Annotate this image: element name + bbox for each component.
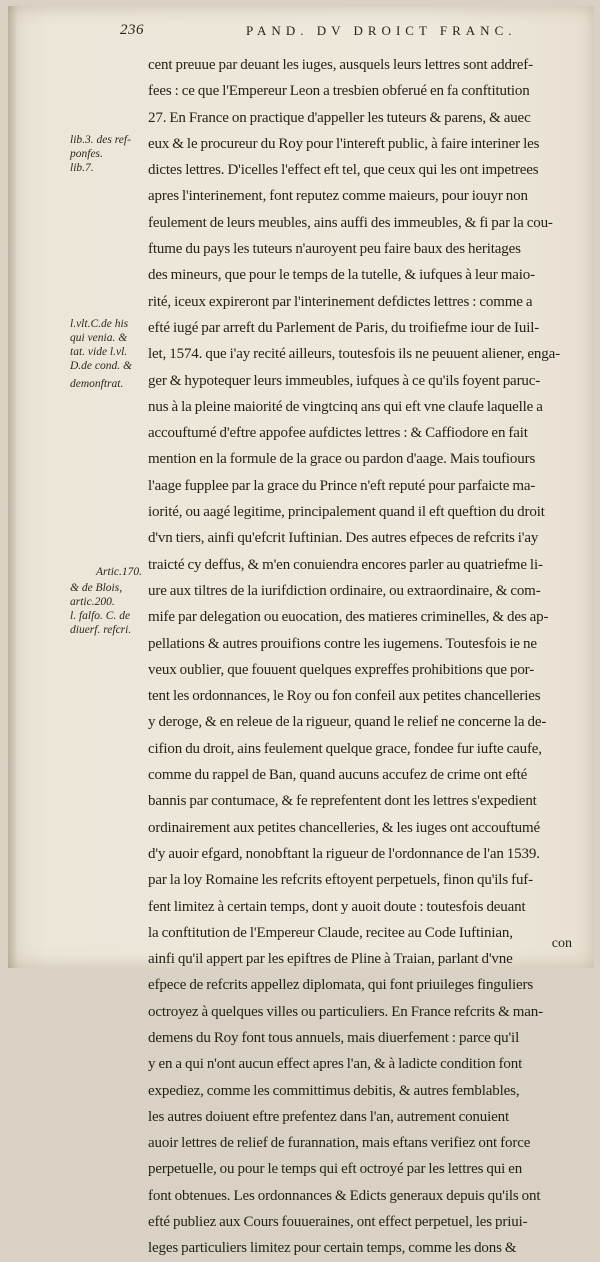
margin-note: Artic.170. <box>96 566 142 578</box>
text-line: tent les ordonnances, le Roy ou fon confeil aux petites chancelleries <box>148 688 541 705</box>
text-line: 27. En France on practique d'appeller les tuteurs & parens, & auec <box>148 109 531 126</box>
page-number: 236 <box>120 22 144 38</box>
text-line: mention en la formule de la grace ou pardon d'aage. Mais toufiours <box>148 451 536 468</box>
text-line: fent limitez à certain temps, dont y auoit doute : toutesfois deuant <box>148 898 526 915</box>
text-line: ainfi qu'il appert par les epiftres de Pline à Traian, parlant d'vne <box>148 951 513 968</box>
text-line: la conftitution de l'Empereur Claude, recitee au Code Iuftinian, <box>148 924 513 941</box>
margin-note: diuerf. refcri. <box>70 624 132 636</box>
text-line: mife par delegation ou euocation, des matieres criminelles, & des ap- <box>148 609 549 626</box>
margin-note: demonftrat. <box>70 378 124 390</box>
text-line: y en a qui n'ont aucun effect apres l'an, & à ladicte condition font <box>148 1056 523 1073</box>
text-line: efté iugé par arreft du Parlement de Paris, du troifiefme iour de Iuil- <box>148 319 540 336</box>
text-line: efté publiez aux Cours fouueraines, ont effect perpetuel, les priui- <box>148 1214 528 1231</box>
text-line: font obtenues. Les ordonnances & Edicts generaux depuis qu'ils ont <box>148 1187 541 1204</box>
text-line: let, 1574. que i'ay recité ailleurs, toutesfois ils ne peuuent aliener, enga- <box>148 346 560 363</box>
text-line: expediez, comme les committimus debitis, & autres femblables, <box>148 1082 520 1099</box>
text-line: traicté cy deffus, & m'en conuiendra encores parler au quatriefme li- <box>148 556 543 573</box>
body-text <box>148 52 586 1262</box>
text-line: octroyez à quelques villes ou particuliers. En France refcrits & man- <box>148 1003 543 1020</box>
text-line: ure aux tiltres de la iurifdiction ordinaire, ou extraordinaire, & com- <box>148 582 541 599</box>
text-line: ordinairement aux petites chancelleries, & les iuges ont accouftumé <box>148 819 541 836</box>
text-line: d'vn tiers, ainfi qu'efcrit Iuftinian. Des autres efpeces de refcrits i'ay <box>148 530 539 547</box>
text-line: eux & le procureur du Roy pour l'intereft public, à faire interiner les <box>148 135 540 152</box>
text-line: rité, iceux expireront par l'interinement defdictes lettres : comme a <box>148 293 533 310</box>
margin-note: qui venia. & <box>70 332 128 344</box>
text-line: y deroge, & en releue de la rigueur, quand le relief ne concerne la de- <box>148 714 547 731</box>
text-line: apres l'interinement, font reputez comme maieurs, pour iouyr non <box>148 188 528 205</box>
margin-note: l. falfo. C. de <box>70 610 131 622</box>
text-line: auoir lettres de relief de furannation, mais eftans verifiez ont force <box>148 1135 531 1152</box>
text-line: veux oublier, que fouuent quelques expreffes prohibitions que por- <box>148 661 535 678</box>
text-line: les autres doiuent eftre prefentez dans l'an, autrement conuient <box>148 1108 510 1125</box>
margin-note: artic.200. <box>70 596 115 608</box>
text-line: perpetuelle, ou pour le temps qui eft octroyé par les lettres qui en <box>148 1161 523 1178</box>
text-line: ftume du pays les tuteurs n'auroyent peu faire baux des heritages <box>148 241 521 258</box>
text-line: l'aage fupplee par la grace du Prince n'eft reputé pour parfaicte ma- <box>148 477 536 494</box>
text-line: comme du rappel de Ban, quand aucuns accufez de crime ont efté <box>148 767 528 784</box>
text-line: leges particuliers limitez pour certain temps, comme les dons & <box>148 1240 517 1257</box>
text-line: d'y auoir efgard, nonobftant la rigueur de l'ordonnance de l'an 1539. <box>148 845 540 862</box>
book-page <box>8 6 594 1257</box>
margin-note: l.vlt.C.de his <box>70 318 129 330</box>
margin-note: tat. vide l.vl. <box>70 346 128 358</box>
margin-note: lib.3. des ref- <box>70 134 131 146</box>
text-line: efpece de refcrits appellez diplomata, qui font priuileges finguliers <box>148 977 534 994</box>
text-line: des mineurs, que pour le temps de la tutelle, & iufques à leur maio- <box>148 267 535 284</box>
text-line: dictes lettres. D'icelles l'effect eft tel, que ceux qui les ont impetrees <box>148 162 539 179</box>
text-line: cifion du droit, ains feulement quelque grace, fondee fur iufte caufe, <box>148 740 542 757</box>
margin-note: & de Blois, <box>70 582 123 594</box>
text-line: fees : ce que l'Empereur Leon a tresbien obferué en fa conftitution <box>148 83 530 100</box>
running-title: PAND. DV DROICT FRANC. <box>246 23 517 38</box>
text-line: cent preuue par deuant les iuges, ausquels leurs lettres sont addref- <box>148 57 533 73</box>
text-line: accouftumé d'eftre appofee aufdictes lettres : & Caffiodore en fait <box>148 425 528 442</box>
text-line: feulement de leurs meubles, ains auffi des immeubles, & fi par la cou- <box>148 214 553 231</box>
text-line: nus à la pleine maiorité de vingtcinq ans qui eft vne claufe laquelle a <box>148 398 543 415</box>
text-line: bannis par contumace, & fe reprefentent dont les lettres s'expedient <box>148 793 537 810</box>
margin-note: ponfes. <box>70 148 103 160</box>
catchword: con <box>551 936 572 951</box>
margin-note: D.de cond. & <box>70 360 132 372</box>
text-line: par la loy Romaine les refcrits eftoyent perpetuels, finon qu'ils fuf- <box>148 872 533 889</box>
text-line: demens du Roy font tous annuels, mais diuerfement : parce qu'il <box>148 1029 520 1046</box>
text-line: iorité, ou aagé legitime, principalement quand il eft queftion du droit <box>148 504 545 521</box>
margin-note: lib.7. <box>70 162 94 174</box>
text-line: pellations & autres prouifions contre les iugemens. Toutesfois ie ne <box>148 635 537 652</box>
text-line: ger & hypotequer leurs immeubles, iufques à ce qu'ils foyent paruc- <box>148 372 541 389</box>
